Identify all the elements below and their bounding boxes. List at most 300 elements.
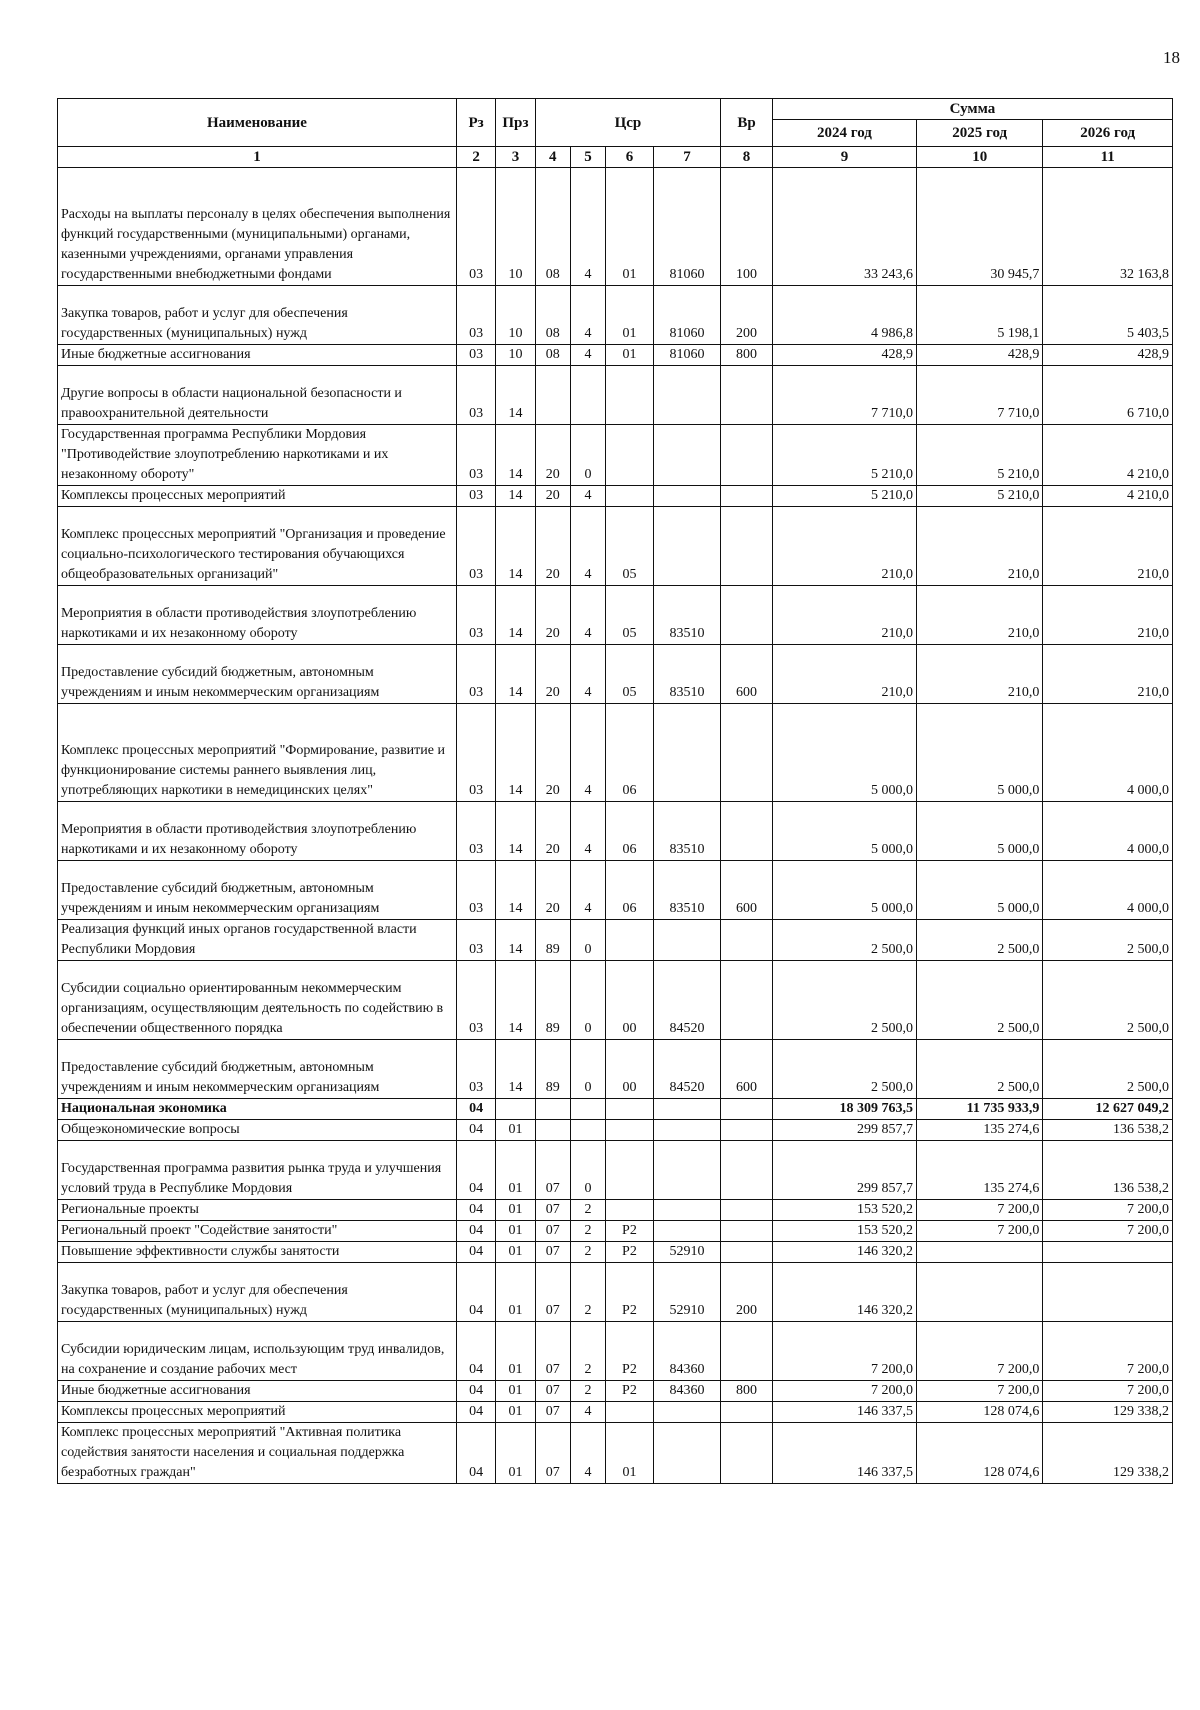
row-vr: [721, 1120, 773, 1141]
row-vr: [721, 1242, 773, 1263]
row-name: Закупка товаров, работ и услуг для обеспечения государственных (муниципальных) нужд: [58, 1263, 457, 1322]
column-number: 4: [535, 147, 570, 168]
row-csr-6: [606, 425, 654, 486]
row-csr-6: 00: [606, 1040, 654, 1099]
table-row: [58, 961, 1173, 1040]
row-sum-2024: 210,0: [772, 645, 916, 704]
table-row: [58, 1141, 1173, 1200]
table-row: [58, 1120, 1173, 1141]
row-sum-2025: 5 210,0: [916, 486, 1042, 507]
row-sum-2025: 5 000,0: [916, 704, 1042, 802]
row-csr-4: [535, 1120, 570, 1141]
row-prz: 01: [496, 1402, 535, 1423]
row-prz: 01: [496, 1322, 535, 1381]
row-csr-7: 52910: [653, 1242, 720, 1263]
row-sum-2024: 2 500,0: [772, 1040, 916, 1099]
row-csr-5: 2: [570, 1200, 605, 1221]
row-sum-2025: 135 274,6: [916, 1141, 1042, 1200]
row-sum-2026: 4 210,0: [1043, 486, 1173, 507]
row-prz: 10: [496, 286, 535, 345]
row-name: Предоставление субсидий бюджетным, автономным учреждениям и иным некоммерческим организациям: [58, 1040, 457, 1099]
row-name: Повышение эффективности службы занятости: [58, 1242, 457, 1263]
row-sum-2024: 2 500,0: [772, 920, 916, 961]
row-rz: 03: [456, 507, 495, 586]
column-number: 3: [496, 147, 535, 168]
row-vr: 600: [721, 1040, 773, 1099]
row-sum-2025: 2 500,0: [916, 920, 1042, 961]
row-csr-6: 06: [606, 802, 654, 861]
row-rz: 03: [456, 366, 495, 425]
row-csr-6: 01: [606, 286, 654, 345]
row-sum-2026: 6 710,0: [1043, 366, 1173, 425]
row-sum-2024: 4 986,8: [772, 286, 916, 345]
row-csr-4: 07: [535, 1242, 570, 1263]
row-rz: 04: [456, 1120, 495, 1141]
row-prz: 14: [496, 366, 535, 425]
row-csr-6: [606, 1200, 654, 1221]
row-rz: 03: [456, 486, 495, 507]
row-rz: 04: [456, 1381, 495, 1402]
budget-table: [57, 98, 1173, 1484]
row-sum-2025: [916, 1263, 1042, 1322]
table-row: [58, 286, 1173, 345]
table-body: [58, 168, 1173, 1484]
row-name: Предоставление субсидий бюджетным, автономным учреждениям и иным некоммерческим организациям: [58, 645, 457, 704]
row-sum-2025: 2 500,0: [916, 961, 1042, 1040]
column-number: 11: [1043, 147, 1173, 168]
row-sum-2026: 4 210,0: [1043, 425, 1173, 486]
row-prz: 14: [496, 425, 535, 486]
row-rz: 04: [456, 1263, 495, 1322]
row-sum-2026: 4 000,0: [1043, 704, 1173, 802]
row-csr-6: 01: [606, 345, 654, 366]
row-rz: 03: [456, 425, 495, 486]
row-csr-7: [653, 1200, 720, 1221]
row-csr-7: 84520: [653, 961, 720, 1040]
row-csr-5: 4: [570, 507, 605, 586]
row-sum-2026: 4 000,0: [1043, 861, 1173, 920]
row-prz: 14: [496, 961, 535, 1040]
row-sum-2026: 210,0: [1043, 645, 1173, 704]
table-row: [58, 168, 1173, 286]
row-vr: 600: [721, 645, 773, 704]
row-vr: 200: [721, 1263, 773, 1322]
row-prz: 14: [496, 507, 535, 586]
row-name: Региональные проекты: [58, 1200, 457, 1221]
row-prz: 14: [496, 586, 535, 645]
row-csr-4: 07: [535, 1141, 570, 1200]
row-sum-2026: 7 200,0: [1043, 1381, 1173, 1402]
row-csr-6: 05: [606, 586, 654, 645]
row-prz: 14: [496, 920, 535, 961]
row-csr-4: 20: [535, 704, 570, 802]
row-csr-5: 2: [570, 1322, 605, 1381]
row-sum-2025: 7 200,0: [916, 1381, 1042, 1402]
table-row: [58, 1221, 1173, 1242]
row-sum-2024: 210,0: [772, 507, 916, 586]
table-row: [58, 586, 1173, 645]
row-vr: [721, 704, 773, 802]
row-prz: 01: [496, 1141, 535, 1200]
row-csr-4: 08: [535, 168, 570, 286]
row-csr-5: 4: [570, 586, 605, 645]
table-row: [58, 1200, 1173, 1221]
row-sum-2025: 7 710,0: [916, 366, 1042, 425]
table-row: [58, 645, 1173, 704]
row-csr-5: 4: [570, 168, 605, 286]
row-csr-7: [653, 1120, 720, 1141]
row-csr-4: 20: [535, 425, 570, 486]
row-sum-2025: 11 735 933,9: [916, 1099, 1042, 1120]
row-name: Мероприятия в области противодействия злоупотреблению наркотиками и их незаконному обороту: [58, 586, 457, 645]
row-sum-2024: 5 000,0: [772, 704, 916, 802]
row-csr-7: [653, 366, 720, 425]
header-sum: Сумма: [772, 99, 1172, 120]
row-vr: [721, 1423, 773, 1484]
row-name: Общеэкономические вопросы: [58, 1120, 457, 1141]
row-sum-2026: 32 163,8: [1043, 168, 1173, 286]
row-sum-2026: 136 538,2: [1043, 1120, 1173, 1141]
row-sum-2025: 30 945,7: [916, 168, 1042, 286]
header-name: Наименование: [58, 99, 457, 147]
column-number: 7: [653, 147, 720, 168]
column-number: 2: [456, 147, 495, 168]
row-sum-2024: 146 320,2: [772, 1263, 916, 1322]
row-vr: [721, 1402, 773, 1423]
row-sum-2025: 428,9: [916, 345, 1042, 366]
row-csr-5: 4: [570, 645, 605, 704]
row-rz: 04: [456, 1141, 495, 1200]
row-name: Предоставление субсидий бюджетным, автономным учреждениям и иным некоммерческим организациям: [58, 861, 457, 920]
row-name: Региональный проект "Содействие занятости": [58, 1221, 457, 1242]
row-csr-4: 20: [535, 645, 570, 704]
row-sum-2025: 5 000,0: [916, 861, 1042, 920]
row-name: Иные бюджетные ассигнования: [58, 345, 457, 366]
row-sum-2026: [1043, 1263, 1173, 1322]
row-vr: [721, 586, 773, 645]
row-sum-2024: 7 710,0: [772, 366, 916, 425]
row-csr-6: [606, 1120, 654, 1141]
row-name: Комплекс процессных мероприятий "Формирование, развитие и функционирование системы раннего выявления лиц, употребляющих наркотики в немедицинских целях": [58, 704, 457, 802]
row-vr: 100: [721, 168, 773, 286]
table-row: [58, 920, 1173, 961]
row-csr-4: [535, 366, 570, 425]
row-csr-7: 83510: [653, 586, 720, 645]
row-csr-6: P2: [606, 1381, 654, 1402]
header-rz: Рз: [456, 99, 495, 147]
row-csr-7: [653, 507, 720, 586]
row-sum-2025: 210,0: [916, 586, 1042, 645]
row-rz: 04: [456, 1242, 495, 1263]
row-sum-2024: 146 320,2: [772, 1242, 916, 1263]
row-csr-7: 84360: [653, 1322, 720, 1381]
row-sum-2025: 210,0: [916, 645, 1042, 704]
row-csr-7: 83510: [653, 645, 720, 704]
header-year-2026: 2026 год: [1043, 120, 1173, 147]
row-vr: 200: [721, 286, 773, 345]
row-sum-2026: 7 200,0: [1043, 1200, 1173, 1221]
row-csr-4: 07: [535, 1423, 570, 1484]
row-csr-6: P2: [606, 1322, 654, 1381]
row-rz: 03: [456, 961, 495, 1040]
row-prz: 14: [496, 645, 535, 704]
table-row: [58, 861, 1173, 920]
row-sum-2025: 5 210,0: [916, 425, 1042, 486]
row-rz: 03: [456, 645, 495, 704]
row-csr-7: 52910: [653, 1263, 720, 1322]
table-row: [58, 1402, 1173, 1423]
row-name: Закупка товаров, работ и услуг для обеспечения государственных (муниципальных) нужд: [58, 286, 457, 345]
row-rz: 04: [456, 1099, 495, 1120]
row-csr-4: 20: [535, 861, 570, 920]
row-rz: 03: [456, 345, 495, 366]
table-row: [58, 486, 1173, 507]
row-rz: 03: [456, 920, 495, 961]
row-vr: 800: [721, 345, 773, 366]
row-rz: 03: [456, 586, 495, 645]
row-sum-2025: 5 000,0: [916, 802, 1042, 861]
row-csr-6: [606, 920, 654, 961]
row-sum-2024: 7 200,0: [772, 1381, 916, 1402]
row-rz: 03: [456, 286, 495, 345]
row-sum-2024: 146 337,5: [772, 1423, 916, 1484]
row-vr: [721, 1322, 773, 1381]
row-csr-4: 20: [535, 507, 570, 586]
row-sum-2026: 7 200,0: [1043, 1221, 1173, 1242]
row-csr-7: 83510: [653, 802, 720, 861]
row-sum-2026: 2 500,0: [1043, 961, 1173, 1040]
row-csr-6: [606, 1099, 654, 1120]
row-csr-7: 84520: [653, 1040, 720, 1099]
row-csr-6: [606, 366, 654, 425]
row-sum-2025: [916, 1242, 1042, 1263]
table-row: [58, 425, 1173, 486]
row-rz: 04: [456, 1200, 495, 1221]
row-sum-2025: 7 200,0: [916, 1221, 1042, 1242]
row-sum-2024: 5 210,0: [772, 425, 916, 486]
row-csr-5: 0: [570, 1040, 605, 1099]
row-sum-2024: 299 857,7: [772, 1141, 916, 1200]
row-csr-4: 89: [535, 1040, 570, 1099]
row-csr-5: 0: [570, 1141, 605, 1200]
row-name: Другие вопросы в области национальной безопасности и правоохранительной деятельности: [58, 366, 457, 425]
row-name: Национальная экономика: [58, 1099, 457, 1120]
row-vr: 600: [721, 861, 773, 920]
row-sum-2024: 33 243,6: [772, 168, 916, 286]
table-row: [58, 1423, 1173, 1484]
row-prz: 01: [496, 1221, 535, 1242]
row-csr-6: 06: [606, 861, 654, 920]
table-row: [58, 507, 1173, 586]
row-vr: [721, 961, 773, 1040]
row-sum-2026: 5 403,5: [1043, 286, 1173, 345]
row-sum-2026: 129 338,2: [1043, 1423, 1173, 1484]
row-rz: 04: [456, 1221, 495, 1242]
row-sum-2025: 7 200,0: [916, 1200, 1042, 1221]
row-sum-2026: 136 538,2: [1043, 1141, 1173, 1200]
table-row: [58, 802, 1173, 861]
row-prz: 10: [496, 345, 535, 366]
row-csr-5: [570, 1120, 605, 1141]
row-name: Мероприятия в области противодействия злоупотреблению наркотиками и их незаконному обороту: [58, 802, 457, 861]
column-number: 8: [721, 147, 773, 168]
row-sum-2024: 7 200,0: [772, 1322, 916, 1381]
row-csr-4: 20: [535, 802, 570, 861]
row-csr-7: [653, 704, 720, 802]
row-vr: [721, 920, 773, 961]
row-csr-4: 08: [535, 345, 570, 366]
row-sum-2026: 210,0: [1043, 586, 1173, 645]
row-csr-5: 0: [570, 961, 605, 1040]
row-prz: 01: [496, 1120, 535, 1141]
row-csr-5: 4: [570, 486, 605, 507]
row-csr-4: 08: [535, 286, 570, 345]
row-csr-7: 83510: [653, 861, 720, 920]
row-sum-2024: 153 520,2: [772, 1200, 916, 1221]
row-name: Государственная программа Республики Мордовия "Противодействие злоупотреблению наркотиками и их незаконному обороту": [58, 425, 457, 486]
row-csr-5: 0: [570, 425, 605, 486]
row-csr-7: [653, 1221, 720, 1242]
row-vr: [721, 1099, 773, 1120]
row-csr-4: 20: [535, 586, 570, 645]
row-prz: 01: [496, 1200, 535, 1221]
row-vr: [721, 366, 773, 425]
row-csr-6: [606, 1402, 654, 1423]
row-csr-5: 2: [570, 1221, 605, 1242]
row-csr-5: 4: [570, 286, 605, 345]
row-sum-2026: 12 627 049,2: [1043, 1099, 1173, 1120]
row-sum-2024: 5 000,0: [772, 861, 916, 920]
row-sum-2025: 135 274,6: [916, 1120, 1042, 1141]
row-vr: [721, 425, 773, 486]
row-sum-2025: 210,0: [916, 507, 1042, 586]
row-csr-7: [653, 1423, 720, 1484]
row-vr: [721, 1221, 773, 1242]
row-sum-2024: 428,9: [772, 345, 916, 366]
row-vr: [721, 486, 773, 507]
row-csr-6: 06: [606, 704, 654, 802]
table-header: [58, 99, 1173, 168]
row-vr: [721, 507, 773, 586]
row-csr-4: 20: [535, 486, 570, 507]
row-csr-4: [535, 1099, 570, 1120]
row-csr-6: 05: [606, 507, 654, 586]
row-sum-2026: 2 500,0: [1043, 920, 1173, 961]
column-number: 10: [916, 147, 1042, 168]
header-prz: Прз: [496, 99, 535, 147]
row-prz: 10: [496, 168, 535, 286]
row-rz: 03: [456, 704, 495, 802]
page-number: 18: [1163, 48, 1180, 67]
row-rz: 04: [456, 1322, 495, 1381]
row-rz: 03: [456, 168, 495, 286]
table-row: [58, 1040, 1173, 1099]
row-csr-6: 01: [606, 1423, 654, 1484]
row-rz: 04: [456, 1423, 495, 1484]
row-csr-5: 4: [570, 861, 605, 920]
row-name: Расходы на выплаты персоналу в целях обеспечения выполнения функций государственными (муниципальными) органами, казенными учреждениями, органами управления государственными внебюджетными фондами: [58, 168, 457, 286]
row-csr-5: 2: [570, 1242, 605, 1263]
row-csr-5: 4: [570, 802, 605, 861]
row-csr-4: 07: [535, 1322, 570, 1381]
row-prz: 01: [496, 1263, 535, 1322]
row-vr: [721, 1200, 773, 1221]
row-csr-6: P2: [606, 1221, 654, 1242]
row-csr-5: 4: [570, 704, 605, 802]
row-name: Иные бюджетные ассигнования: [58, 1381, 457, 1402]
column-numbers-row: [58, 147, 1173, 168]
row-csr-7: 81060: [653, 286, 720, 345]
row-prz: 14: [496, 802, 535, 861]
table-row: [58, 1242, 1173, 1263]
row-csr-5: [570, 1099, 605, 1120]
row-sum-2026: 428,9: [1043, 345, 1173, 366]
header-csr: Цср: [535, 99, 720, 147]
row-csr-7: [653, 1141, 720, 1200]
row-csr-4: 07: [535, 1402, 570, 1423]
row-sum-2024: 5 000,0: [772, 802, 916, 861]
row-sum-2026: 7 200,0: [1043, 1322, 1173, 1381]
row-sum-2026: [1043, 1242, 1173, 1263]
column-number: 5: [570, 147, 605, 168]
row-sum-2024: 210,0: [772, 586, 916, 645]
row-name: Государственная программа развития рынка труда и улучшения условий труда в Республике Мордовия: [58, 1141, 457, 1200]
row-csr-6: 05: [606, 645, 654, 704]
row-vr: [721, 802, 773, 861]
row-csr-4: 07: [535, 1381, 570, 1402]
row-csr-5: 2: [570, 1381, 605, 1402]
row-sum-2024: 18 309 763,5: [772, 1099, 916, 1120]
row-csr-4: 07: [535, 1200, 570, 1221]
row-csr-5: 2: [570, 1263, 605, 1322]
row-rz: 03: [456, 1040, 495, 1099]
row-prz: [496, 1099, 535, 1120]
row-csr-5: [570, 366, 605, 425]
table-row: [58, 366, 1173, 425]
row-csr-7: [653, 425, 720, 486]
row-prz: 14: [496, 1040, 535, 1099]
row-csr-7: 81060: [653, 168, 720, 286]
row-prz: 01: [496, 1242, 535, 1263]
row-sum-2024: 153 520,2: [772, 1221, 916, 1242]
row-name: Комплексы процессных мероприятий: [58, 1402, 457, 1423]
row-csr-6: P2: [606, 1263, 654, 1322]
row-prz: 14: [496, 704, 535, 802]
row-name: Комплексы процессных мероприятий: [58, 486, 457, 507]
table-row: [58, 1263, 1173, 1322]
row-csr-7: 81060: [653, 345, 720, 366]
header-vr: Вр: [721, 99, 773, 147]
row-csr-7: [653, 1402, 720, 1423]
row-sum-2024: 5 210,0: [772, 486, 916, 507]
row-sum-2025: 128 074,6: [916, 1402, 1042, 1423]
row-sum-2025: 7 200,0: [916, 1322, 1042, 1381]
row-vr: 800: [721, 1381, 773, 1402]
row-csr-4: 07: [535, 1263, 570, 1322]
row-name: Комплекс процессных мероприятий "Активная политика содействия занятости населения и социальная поддержка безработных граждан": [58, 1423, 457, 1484]
header-year-2024: 2024 год: [772, 120, 916, 147]
row-prz: 14: [496, 486, 535, 507]
column-number: 1: [58, 147, 457, 168]
row-sum-2025: 2 500,0: [916, 1040, 1042, 1099]
row-csr-7: 84360: [653, 1381, 720, 1402]
row-sum-2026: 129 338,2: [1043, 1402, 1173, 1423]
row-name: Субсидии юридическим лицам, использующим труд инвалидов, на сохранение и создание рабочих мест: [58, 1322, 457, 1381]
row-csr-6: 00: [606, 961, 654, 1040]
row-prz: 14: [496, 861, 535, 920]
row-sum-2025: 128 074,6: [916, 1423, 1042, 1484]
row-name: Реализация функций иных органов государственной власти Республики Мордовия: [58, 920, 457, 961]
